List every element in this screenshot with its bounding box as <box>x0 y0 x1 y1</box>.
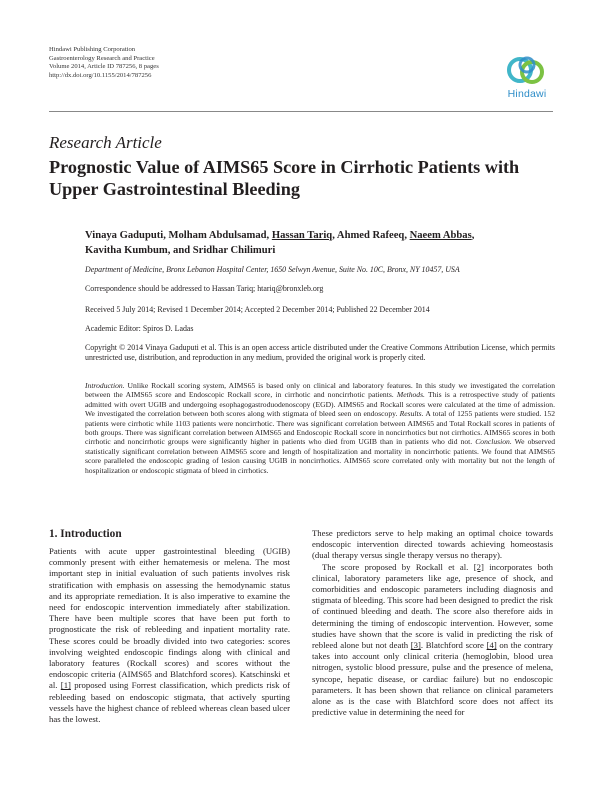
body-column-left <box>49 546 290 725</box>
author-separator: , <box>332 230 337 241</box>
academic-editor: Academic Editor: Spiros D. Ladas <box>85 324 194 333</box>
affiliation: Department of Medicine, Bronx Lebanon Hospital Center, 1650 Selwyn Avenue, Suite No. 10C, Bronx, NY 10457, USA <box>85 265 460 274</box>
abstract-results-text: A total of 1255 patients were studied. 152 patients were cirrhotic while 1103 patients were noncirrhotic. There was significant correlation between AIMS65 and Total Rockall scores in patients of both groups. There was significant correlation between AIMS65 and Endoscopic Rockall score in noncirrhotics but not cirrhotics. AIMS65 scores in both cirrhotic and noncirrhotic groups were significantly higher in patients who died from UGIB than in patients who did not. <box>85 409 555 447</box>
paragraph <box>49 546 290 725</box>
abstract-results-label: Results. <box>399 409 424 419</box>
abstract-intro-text: Unlike Rockall scoring system, AIMS65 is based only on clinical and laboratory features. In this study we investigated the correlation between the AIMS65 score and Endoscopic Rockall score, in cirrhotic and noncirrhotic patients. <box>85 381 555 400</box>
author-separator: , <box>163 230 169 241</box>
hindawi-logo-text: Hindawi <box>507 88 547 100</box>
author-name: Kavitha Kumbum <box>85 245 168 256</box>
abstract-methods-text: This is a retrospective study of patients admitted with overt UGIB and undergoing esophagogastroduodenoscopy (EGD). AIMS65 and Rockall scores were calculated at the time of admission. We investigated the correlation between both scores along with stigmata of bleed seen on endoscopy. <box>85 390 555 419</box>
author-name: Molham Abdulsamad <box>168 230 267 241</box>
abstract <box>85 381 555 475</box>
abstract-conclusion-label: Conclusion. <box>475 437 512 447</box>
paragraph-text: . Blatchford score <box>420 640 487 651</box>
article-type: Research Article <box>49 133 162 152</box>
author-name-link[interactable]: Hassan Tariq <box>271 230 333 241</box>
paragraph-text: incorporates both clinical, laboratory parameters like age, presence of shock, and comorbidities and endoscopic parameters including diagnosis and stigmata of bleeding. This score had been designed to predict the risk of continued bleeding and death. The score also therefore aids in determining the timing of endoscopic intervention. However, some studies have shown that the score is valid in predicting the risk of rebleed alone but not death <box>312 561 553 651</box>
volume-line: Volume 2014, Article ID 787256, 8 pages <box>49 63 159 71</box>
paragraph-text: proposed using Forrest classification, which predicts risk of rebleeding based on endoscopic stigmata, that actively spurting vessels have the highest chance of rebleed whereas clean based ulcer has the lowest. <box>49 680 290 725</box>
correspondence: Correspondence should be addressed to Hassan Tariq; htariq@bronxleb.org <box>85 284 324 293</box>
author-separator: , <box>471 230 475 241</box>
paragraph-text: Patients with acute upper gastrointestinal bleeding (UGIB) commonly present with either hematemesis or melena. The most important step in initial evaluation of such patients involves risk stratification with emphasis on assessing the hemodynamic status and its appropriate remediation. It is also imperative to examine the need for endoscopic intervention immediately after stabilization. There have been multiple scores that have been put forth to prognosticate the risk of rebleeding and inpatient mortality rate. These scores could be broadly divided into two categories: scores involving weighted endoscopic findings along with clinical and laboratory features (Rockall scores) and scores without the endoscopic criteria (AIMS65 and Blatchford scores). Katschinski et al. <box>49 546 290 691</box>
paragraph-text: The score proposed by Rockall et al. <box>322 561 474 572</box>
author-list <box>85 228 555 258</box>
paragraph: These predictors serve to help making an optimal choice towards endoscopic intervention directed towards achieving homeostasis (dual therapy versus single therapy versus no therapy). <box>312 528 553 561</box>
doi-link[interactable]: http://dx.doi.org/10.1155/2014/787256 <box>49 72 152 80</box>
abstract-intro-label: Introduction. <box>85 381 125 390</box>
author-name-link[interactable]: Naeem Abbas <box>409 230 472 241</box>
paragraph <box>312 562 553 719</box>
publication-dates: Received 5 July 2014; Revised 1 December 2014; Accepted 2 December 2014; Published 22 December 2014 <box>85 305 430 314</box>
author-name: Vinaya Gaduputi <box>85 230 164 241</box>
author-separator: , and <box>167 245 193 256</box>
article-title: Prognostic Value of AIMS65 Score in Cirrhotic Patients with Upper Gastrointestinal Bleeding <box>49 157 520 199</box>
author-separator: , <box>404 230 410 241</box>
citation-link[interactable]: [2] <box>473 561 484 572</box>
author-name: Sridhar Chilimuri <box>192 245 276 256</box>
citation-link[interactable]: [1] <box>60 680 71 691</box>
citation-link[interactable]: [4] <box>486 640 497 651</box>
journal-line: Gastroenterology Research and Practice <box>49 54 155 62</box>
body-column-right <box>312 528 553 718</box>
author-name: Ahmed Rafeeq <box>336 230 405 241</box>
copyright-notice: Copyright © 2014 Vinaya Gaduputi et al. This is an open access article distributed under the Creative Commons Attribution License, which permits unrestricted use, distribution, and reproduction in any medium, provided the original work is properly cited. <box>85 343 555 362</box>
author-separator: , <box>266 230 272 241</box>
journal-header <box>49 46 159 81</box>
citation-link[interactable]: [3] <box>410 640 421 651</box>
abstract-methods-label: Methods. <box>396 390 425 400</box>
abstract-conclusion-text: We observed statistically significant correlation between AIMS65 score and length of hospitalization and mortality in noncirrhotic patients. We found that AIMS65 score paralleled the endoscopic grading of lesion causing UGIB in noncirrhotics. AIMS65 score correlated only with mortality but not the length of hospitalization or endoscopic stigmata of bleed in cirrhotics. <box>85 437 555 475</box>
publisher-line: Hindawi Publishing Corporation <box>49 46 136 53</box>
paragraph-text: on the contrary takes into account only clinical criteria (hemoglobin, blood urea nitrogen, systolic blood pressure, pulse and the presence of melena, syncope, hepatic disease, or cardiac failure) but no endoscopic parameters. It has been shown that reliance on clinical parameters alone as is the case with Blatchford score does not affect its predictive value in determining the need for <box>312 640 554 718</box>
section-heading: 1. Introduction <box>49 528 122 540</box>
header-divider <box>49 111 553 112</box>
